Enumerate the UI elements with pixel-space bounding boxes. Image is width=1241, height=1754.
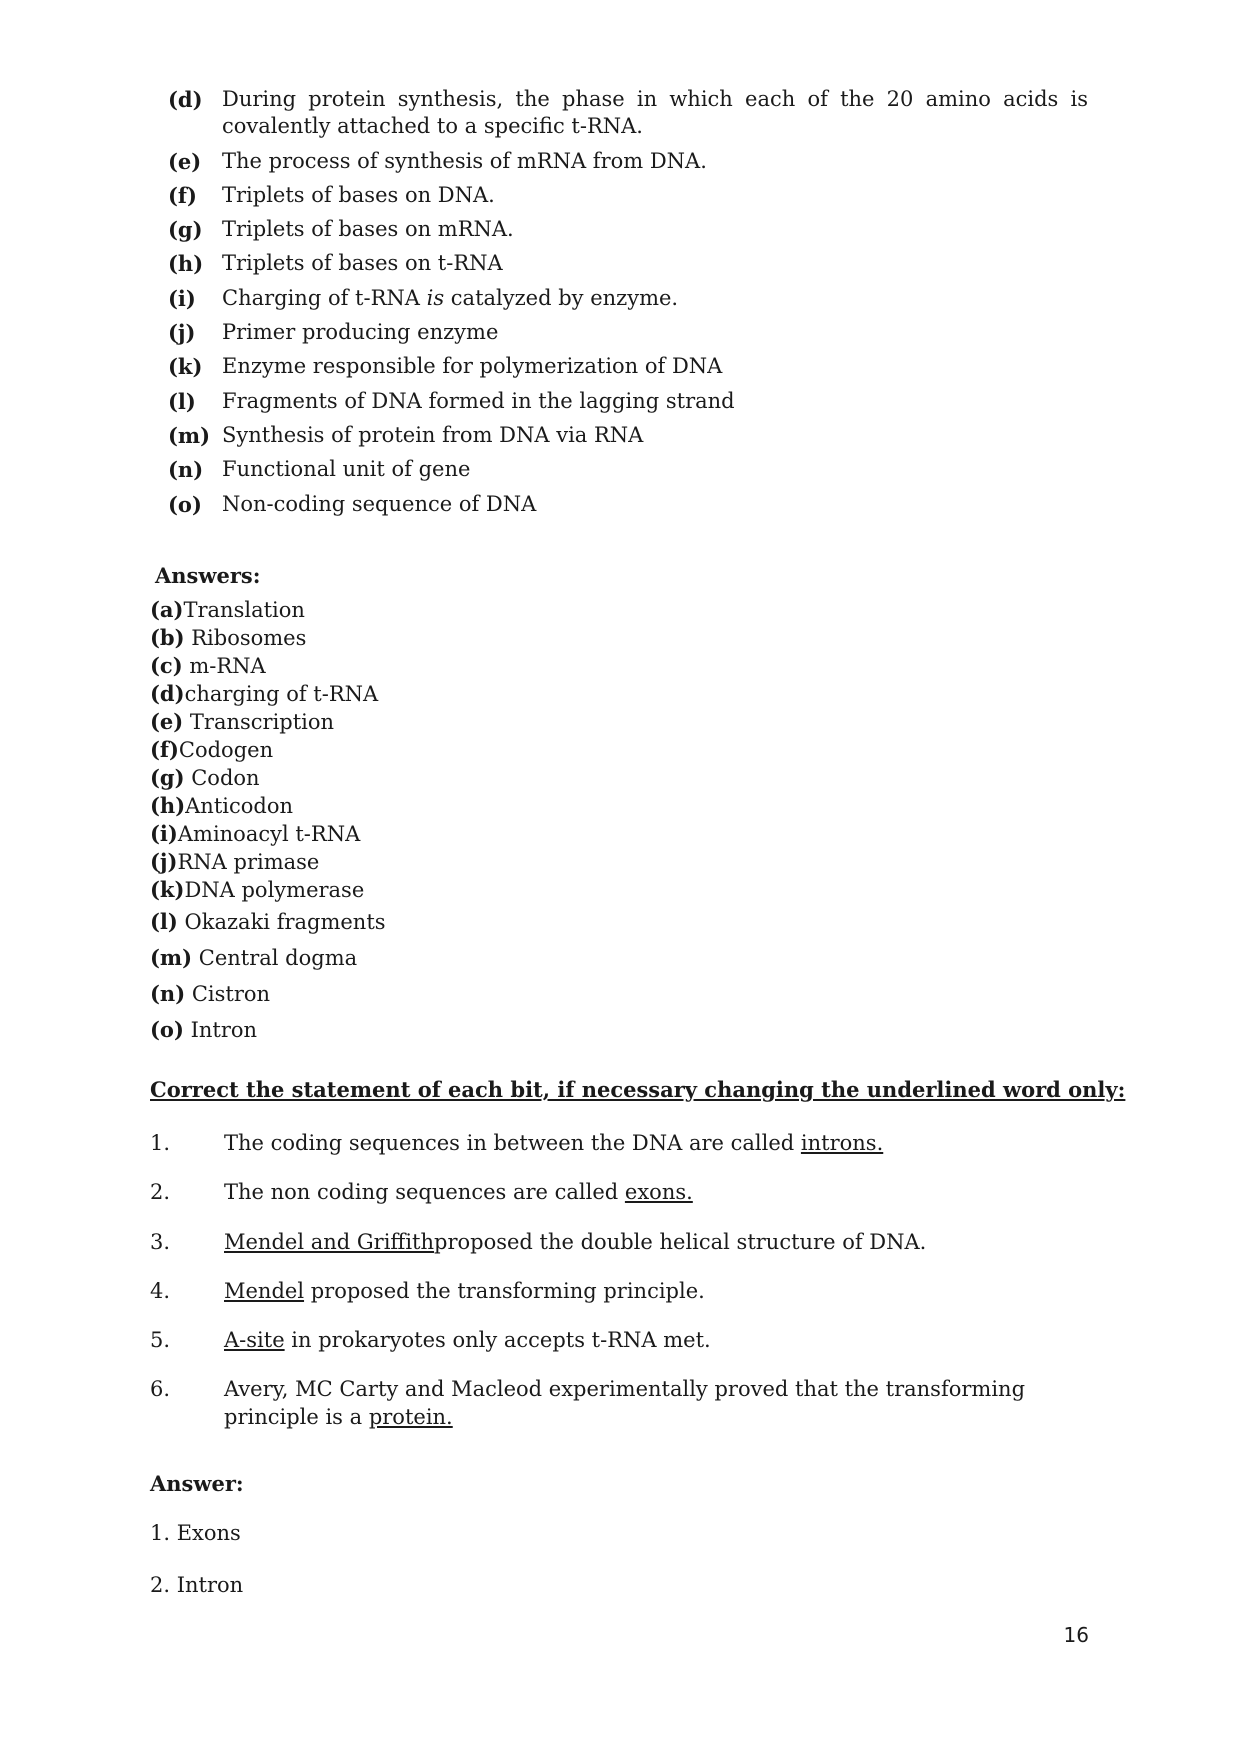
question-item: [168, 422, 1088, 449]
question-item: [168, 491, 1088, 518]
question-label: (f): [168, 182, 197, 208]
answer-text: DNA polymerase: [184, 878, 365, 902]
answer-line: 2. Intron: [150, 1573, 244, 1597]
question-text: Triplets of bases on t-RNA: [222, 251, 503, 276]
answer-item: [150, 876, 650, 904]
question-text-italic: is: [426, 285, 445, 310]
question-item: [168, 388, 1088, 415]
statement-underlined-word: protein.: [368, 1404, 453, 1429]
answer-label: (j): [150, 849, 178, 874]
answer-text: Transcription: [183, 710, 335, 734]
statement-text-part: The non coding sequences are called: [224, 1180, 625, 1205]
answer-text: Cistron: [185, 982, 271, 1006]
statement-item: [150, 1130, 1090, 1157]
question-text: Triplets of bases on DNA.: [222, 182, 495, 207]
answer-text: m-RNA: [182, 654, 266, 678]
statement-list: [150, 1130, 1090, 1453]
question-label: (o): [168, 491, 202, 517]
answer-text: charging of t-RNA: [184, 682, 379, 706]
answer-text: Codon: [184, 766, 260, 790]
question-text: [222, 285, 1088, 312]
answer-label: (g): [150, 765, 185, 790]
statement-underlined-word: Mendel: [224, 1278, 305, 1303]
statement-number: 6.: [150, 1377, 171, 1402]
answer-item: [150, 792, 650, 820]
answer-text: Central dogma: [192, 946, 358, 970]
question-label: (l): [168, 388, 196, 414]
answer-label: (c): [150, 653, 183, 678]
answer-label: (b): [150, 625, 185, 650]
question-list: [168, 86, 1088, 525]
answer-label: (a): [150, 597, 184, 622]
question-item: [168, 319, 1088, 346]
answer-label: (k): [150, 877, 185, 902]
statement-number: 3.: [150, 1229, 171, 1254]
question-item: [168, 216, 1088, 243]
answer-item: [150, 976, 650, 1012]
statement-text: [224, 1327, 1090, 1354]
answer-label: (l): [150, 909, 178, 934]
answer-text: Codogen: [178, 738, 274, 762]
answer-line: 1. Exons: [150, 1521, 241, 1545]
statement-item: [150, 1278, 1090, 1305]
question-label: (m): [168, 422, 211, 448]
answer-text: Translation: [183, 598, 305, 622]
question-label: (j): [168, 320, 196, 346]
question-label: (g): [168, 217, 203, 243]
answer-text: Ribosomes: [184, 626, 307, 650]
statement-item: [150, 1376, 1090, 1431]
question-text: Enzyme responsible for polymerization of DNA: [222, 354, 723, 379]
question-text-part: catalyzed by enzyme.: [444, 285, 679, 310]
statement-item: [150, 1229, 1090, 1256]
statement-number: 4.: [150, 1278, 171, 1303]
answer-item: [150, 652, 650, 680]
statement-text-part: The coding sequences in between the DNA are called: [224, 1131, 801, 1155]
question-label: (h): [168, 251, 204, 277]
question-item: [168, 285, 1088, 312]
answer-label: (n): [150, 981, 186, 1006]
statement-item: [150, 1179, 1090, 1206]
answer-item: [150, 1012, 650, 1048]
question-item: [168, 250, 1088, 277]
statement-item: [150, 1327, 1090, 1354]
question-text: Functional unit of gene: [222, 457, 471, 482]
answers-heading: Answers:: [155, 563, 261, 588]
answer-text: RNA primase: [177, 850, 320, 874]
question-text: Synthesis of protein from DNA via RNA: [222, 422, 644, 447]
question-item: [168, 148, 1088, 175]
answer-item: [150, 764, 650, 792]
answers-list: [150, 596, 650, 1048]
statement-text-part: Avery, MC Carty and Macleod experimentally proved that the transforming principle is a: [224, 1377, 1026, 1429]
answer-text: Intron: [183, 1018, 258, 1042]
answer-label: (d): [150, 681, 185, 706]
answer-label: (o): [150, 1017, 184, 1042]
answer-label: (m): [150, 945, 193, 970]
page-number: 16: [1063, 1623, 1089, 1647]
answer-item: [150, 596, 650, 624]
statement-text: [224, 1278, 1090, 1305]
answer-item: [150, 904, 650, 940]
statement-text-part: proposed the transforming principle.: [304, 1278, 705, 1303]
question-label: (n): [168, 457, 204, 483]
question-text: Primer producing enzyme: [222, 320, 499, 345]
answer-label: (h): [150, 793, 186, 818]
answer-heading: Answer:: [150, 1471, 244, 1496]
question-text: The process of synthesis of mRNA from DNA.: [222, 148, 707, 173]
statement-number: 1.: [150, 1131, 171, 1155]
question-item: [168, 456, 1088, 483]
question-item: [168, 353, 1088, 380]
question-text: Fragments of DNA formed in the lagging strand: [222, 388, 735, 413]
question-text: Non-coding sequence of DNA: [222, 491, 537, 516]
answer-item: [150, 624, 650, 652]
statement-text-part: proposed the double helical structure of DNA.: [434, 1229, 927, 1254]
statement-text: [224, 1130, 1090, 1157]
answer-item: [150, 680, 650, 708]
answer-text: Anticodon: [185, 794, 294, 818]
answer-item: [150, 940, 650, 976]
question-label: (i): [168, 285, 196, 311]
statement-number: 5.: [150, 1328, 171, 1353]
statement-text: [224, 1179, 1090, 1206]
statement-underlined-word: exons.: [624, 1180, 693, 1205]
answer-text: Okazaki fragments: [177, 910, 386, 934]
question-text: During protein synthesis, the phase in which each of the 20 amino acids is covalently attached to a specific t-RNA.: [222, 87, 1088, 139]
statement-underlined-word: Mendel and Griffith: [224, 1229, 435, 1254]
question-text-part: Charging of t-RNA: [222, 285, 427, 310]
answer-label: (e): [150, 709, 184, 734]
statement-number: 2.: [150, 1180, 171, 1205]
answer-text: Aminoacyl t-RNA: [177, 822, 361, 846]
question-text: Triplets of bases on mRNA.: [222, 217, 514, 242]
question-label: (k): [168, 354, 203, 380]
statement-underlined-word: introns.: [800, 1131, 884, 1155]
answer-label: (f): [150, 737, 179, 762]
answer-item: [150, 820, 650, 848]
answer-label: (i): [150, 821, 178, 846]
statement-text: [224, 1376, 1090, 1431]
statement-underlined-word: A-site: [224, 1328, 285, 1353]
statement-text: [224, 1229, 1090, 1256]
question-item: [168, 86, 1088, 141]
answer-item: [150, 708, 650, 736]
correct-statement-heading: Correct the statement of each bit, if necessary changing the underlined word only:: [150, 1077, 1126, 1102]
question-label: (d): [168, 87, 203, 112]
question-item: [168, 182, 1088, 209]
statement-text-part: in prokaryotes only accepts t-RNA met.: [284, 1328, 711, 1353]
answer-item: [150, 848, 650, 876]
question-label: (e): [168, 148, 202, 174]
answer-item: [150, 736, 650, 764]
